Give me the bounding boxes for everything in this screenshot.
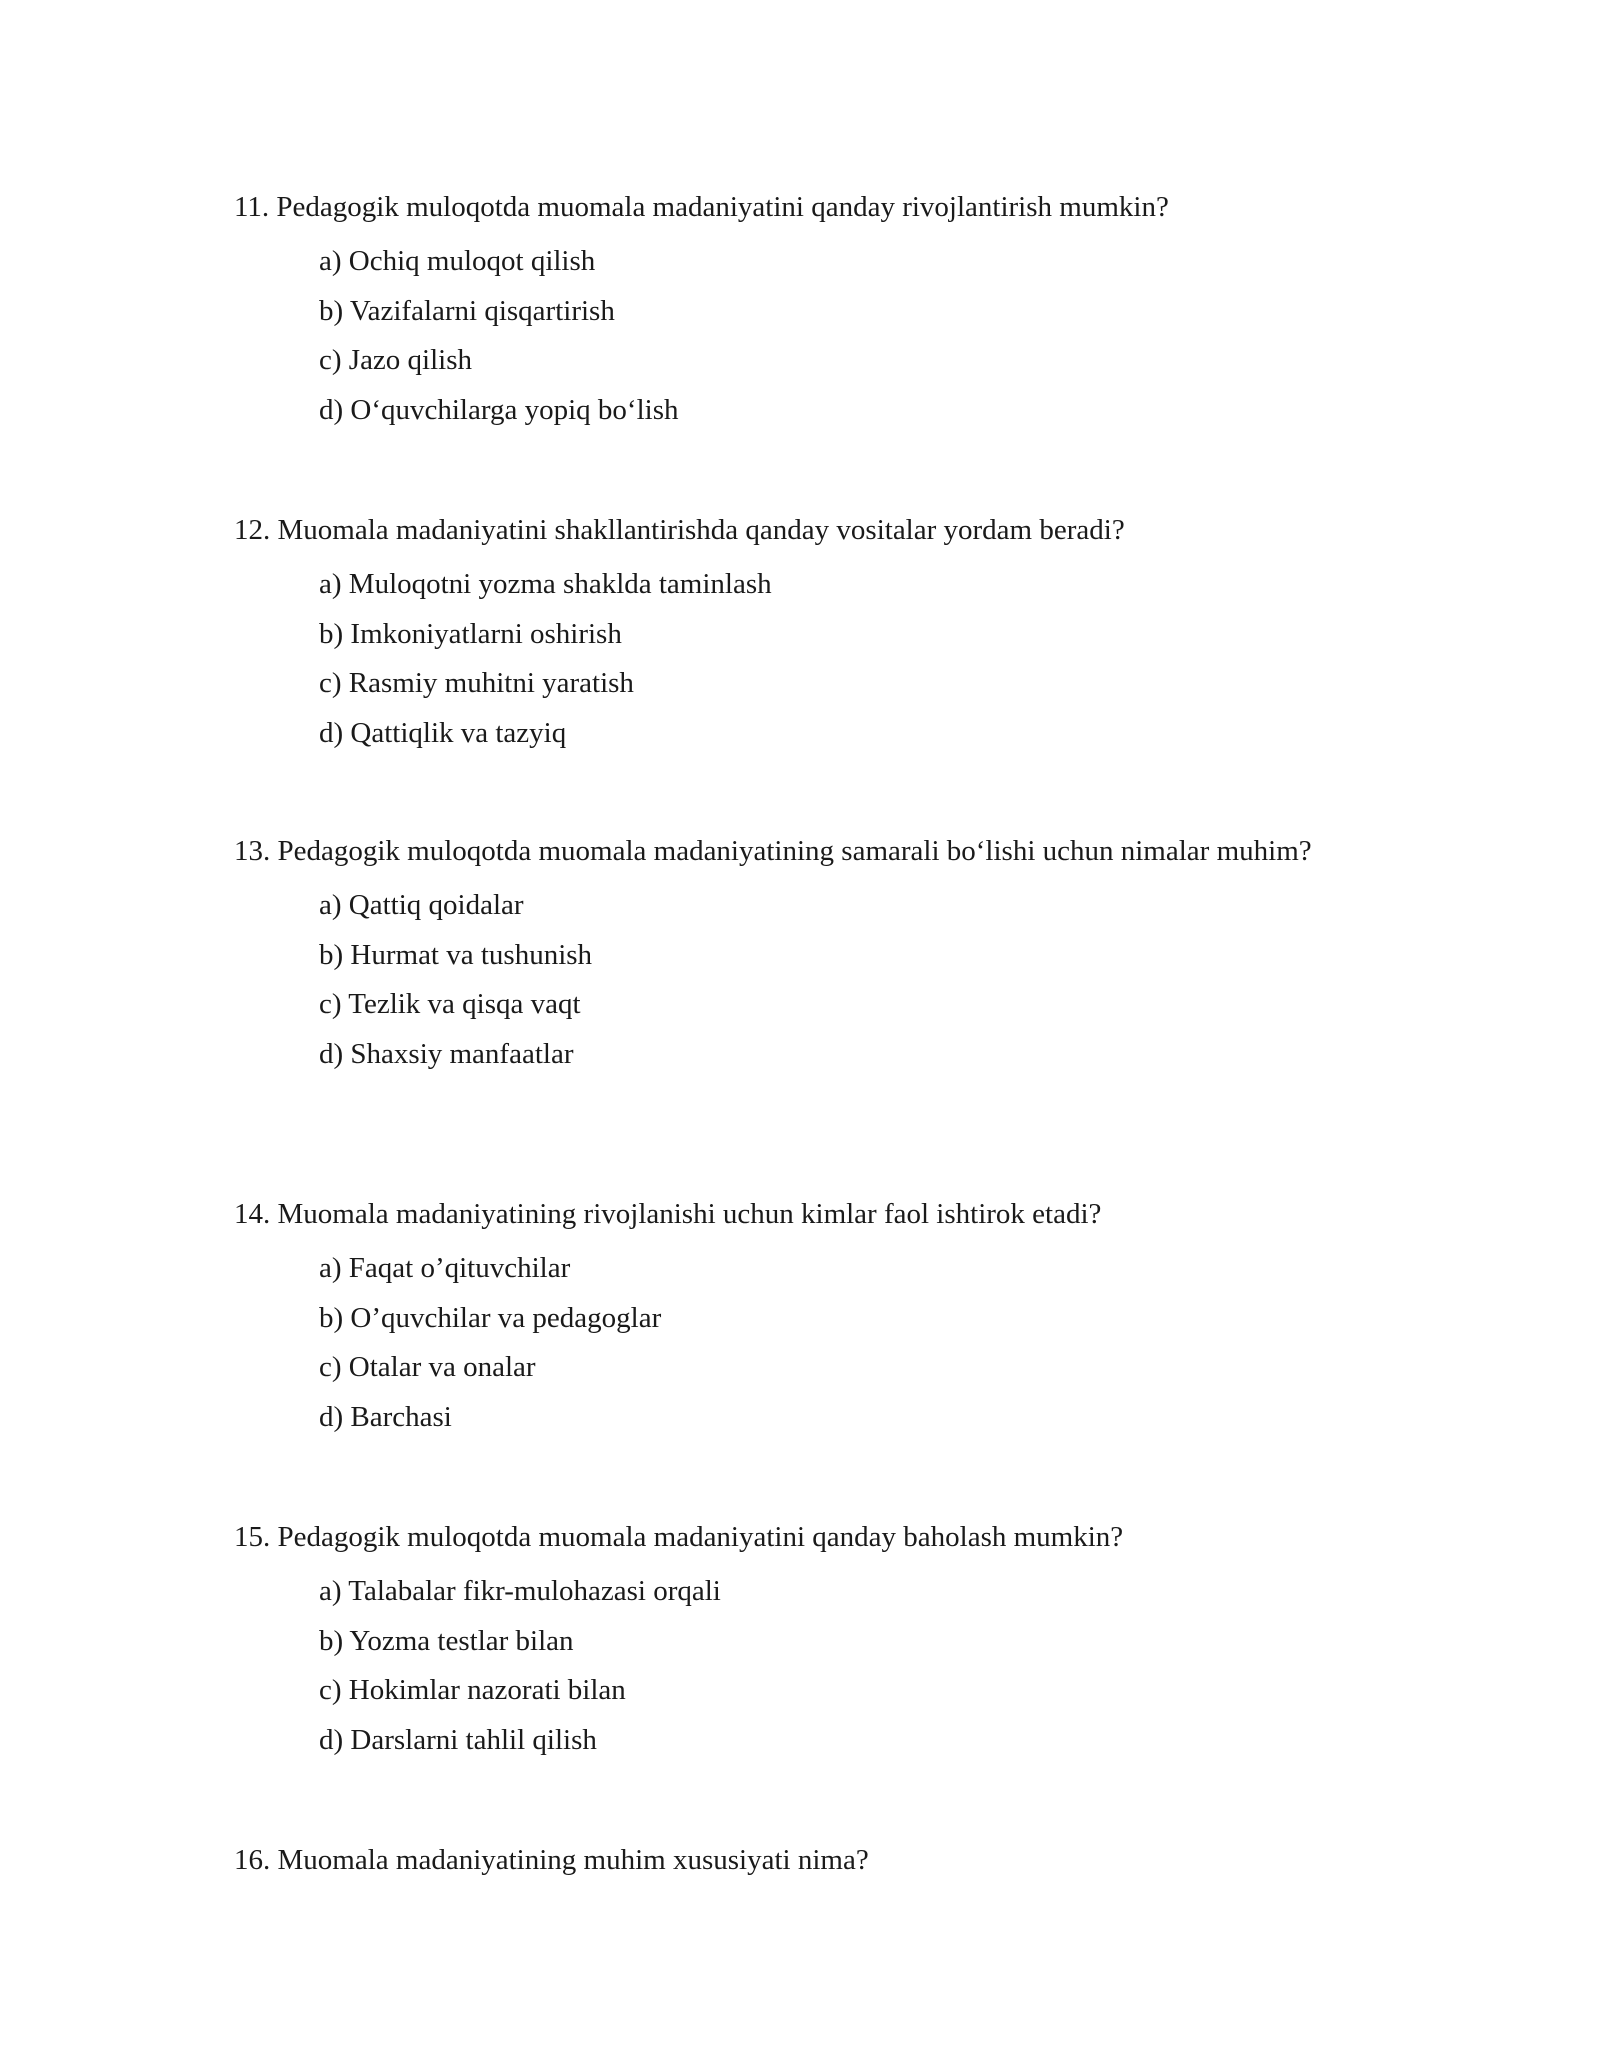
option-a: a) Muloqotni yozma shaklda taminlash [319,568,772,600]
question-14 [234,1193,1374,1442]
question-text: 15. Pedagogik muloqotda muomala madaniyatini qanday baholash mumkin? [234,1521,1124,1553]
option-c: c) Rasmiy muhitni yaratish [319,667,634,699]
option-a: a) Faqat o’qituvchilar [319,1252,571,1284]
option-d: d) Qattiqlik va tazyiq [319,716,567,749]
options-list [234,237,1374,435]
option-b: b) Imkoniyatlarni oshirish [319,617,622,650]
question-text: 11. Pedagogik muloqotda muomala madaniyatini qanday rivojlantirish mumkin? [234,191,1169,223]
option-d: d) Shaxsiy manfaatlar [319,1037,574,1070]
option-d: d) Barchasi [319,1400,452,1433]
option-c: c) Jazo qilish [319,344,473,376]
option-d: d) Darslarni tahlil qilish [319,1723,597,1756]
option-c: c) Otalar va onalar [319,1351,536,1383]
question-text: 16. Muomala madaniyatining muhim xususiyati nima? [234,1844,869,1876]
options-list [234,1567,1374,1765]
option-c: c) Hokimlar nazorati bilan [319,1674,626,1706]
option-b: b) O’quvchilar va pedagoglar [319,1301,662,1334]
question-text: 13. Pedagogik muloqotda muomala madaniyatining samarali bo‘lishi uchun nimalar muhim? [234,835,1312,867]
question-12 [234,509,1374,758]
option-a: a) Qattiq qoidalar [319,889,524,921]
options-list [234,560,1374,758]
option-a: a) Ochiq muloqot qilish [319,245,596,277]
question-16 [234,1839,1374,1882]
option-a: a) Talabalar fikr-mulohazasi orqali [319,1575,721,1607]
question-15 [234,1516,1374,1765]
option-b: b) Vazifalarni qisqartirish [319,294,615,327]
question-text: 14. Muomala madaniyatining rivojlanishi uchun kimlar faol ishtirok etadi? [234,1198,1102,1230]
option-b: b) Yozma testlar bilan [319,1624,574,1657]
option-d: d) O‘quvchilarga yopiq bo‘lish [319,393,679,426]
options-list [234,881,1374,1079]
option-b: b) Hurmat va tushunish [319,938,593,971]
question-text: 12. Muomala madaniyatini shakllantirishda qanday vositalar yordam beradi? [234,514,1125,546]
question-11 [234,186,1374,435]
option-c: c) Tezlik va qisqa vaqt [319,988,581,1020]
question-13 [234,830,1374,1079]
options-list [234,1244,1374,1442]
